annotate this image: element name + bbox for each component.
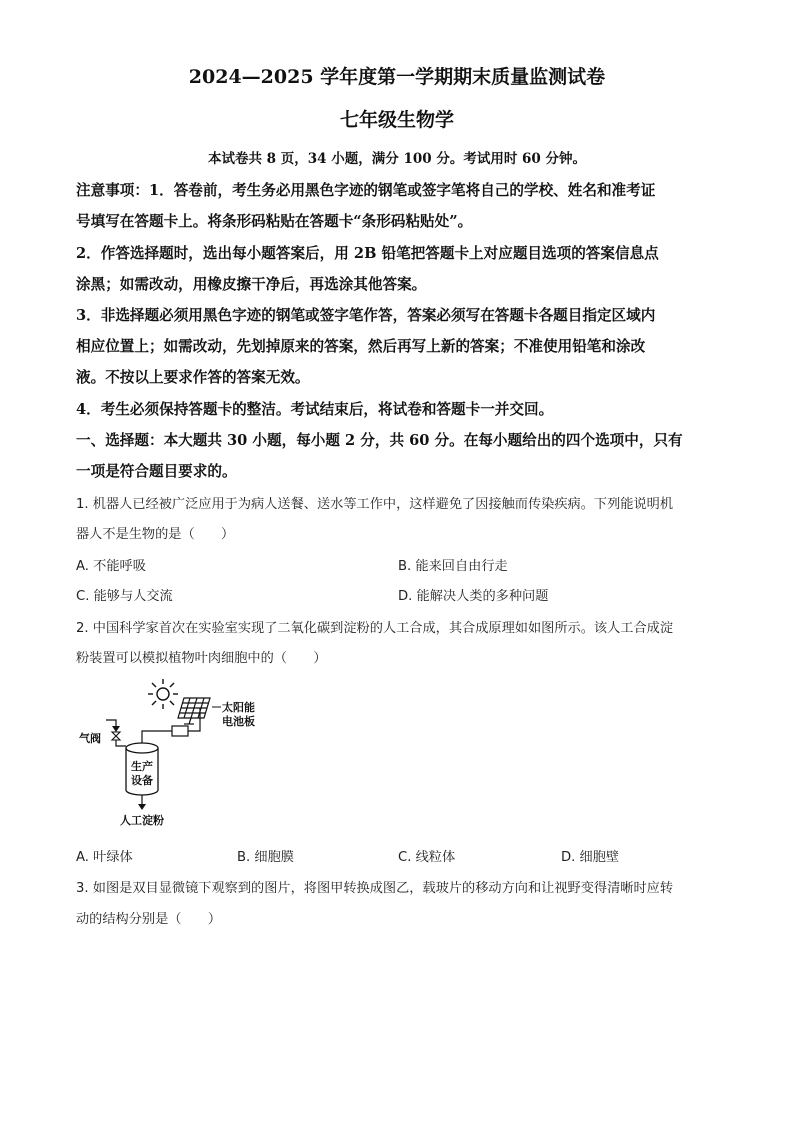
exam-info: 本试卷共 8 页，34 小题，满分 100 分。考试用时 60 分钟。 [207, 151, 587, 167]
question-2-text: 粉装置可以模拟植物叶肉细胞中的（ ） [76, 651, 327, 666]
battery-icon [172, 726, 188, 736]
wire [142, 731, 172, 744]
notes-line: 号填写在答题卡上。将条形码粘贴在答题卡“条形码粘贴处”。 [76, 213, 473, 230]
solar-panel-icon [178, 698, 210, 724]
question-1-text: 1. 机器人已经被广泛应用于为病人送餐、送水等工作中，这样避免了因接触而传染疾病。下列能说明机 [76, 497, 674, 512]
notes-line: 4．考生必须保持答题卡的整洁。考试结束后，将试卷和答题卡一并交回。 [76, 401, 554, 418]
valve-label: 气阀 [79, 732, 101, 745]
question-2-option-b: B. 细胞膜 [237, 850, 294, 865]
question-1-option-c: C. 能够与人交流 [76, 589, 173, 604]
question-1-option-a: A. 不能呼吸 [76, 559, 146, 574]
exam-subtitle: 七年级生物学 [339, 109, 454, 131]
gas-pipe [116, 740, 126, 746]
section-heading: 一、选择题：本大题共 30 小题，每小题 2 分，共 60 分。在每小题给出的四个选项中，只有 [76, 432, 683, 449]
flow-arrow [112, 726, 120, 732]
question-2-option-d: D. 细胞壁 [561, 850, 620, 865]
sun-icon [148, 679, 178, 709]
question-1-option-d: D. 能解决人类的多种问题 [398, 589, 549, 604]
device-label: 设备 [131, 774, 153, 787]
exam-title: 2024—2025 学年度第一学期期末质量监测试卷 [188, 66, 606, 88]
output-arrow [138, 804, 146, 810]
question-1-text: 器人不是生物的是（ ） [76, 527, 235, 542]
device-label: 生产 [131, 760, 153, 773]
notes-line: 液。不按以上要求作答的答案无效。 [76, 369, 310, 386]
question-3-text: 3. 如图是双目显微镜下观察到的图片，将图甲转换成图乙，载玻片的移动方向和让视野变得清晰时应转 [76, 881, 674, 896]
valve-icon [112, 732, 120, 740]
question-2-text: 2. 中国科学家首次在实验室实现了二氧化碳到淀粉的人工合成，其合成原理如如图所示。该人工合成淀 [76, 621, 674, 636]
solar-panel-label: 电池板 [222, 715, 255, 728]
notes-line: 3．非选择题必须用黑色字迹的钢笔或签字笔作答，答案必须写在答题卡各题目指定区域内 [76, 307, 656, 324]
notes-line: 相应位置上；如需改动，先划掉原来的答案，然后再写上新的答案；不准使用铅笔和涂改 [76, 338, 646, 355]
question-3-text: 动的结构分别是（ ） [76, 912, 222, 927]
question-2-option-a: A. 叶绿体 [76, 850, 133, 865]
starch-synthesis-diagram [76, 676, 286, 836]
output-label: 人工淀粉 [120, 814, 164, 827]
question-1-option-b: B. 能来回自由行走 [398, 559, 508, 574]
question-2-option-c: C. 线粒体 [398, 850, 456, 865]
solar-panel-label: 太阳能 [222, 701, 255, 714]
notes-line: 涂黑；如需改动，用橡皮擦干净后，再选涂其他答案。 [76, 276, 427, 293]
notes-line: 2．作答选择题时，选出每小题答案后，用 2B 铅笔把答题卡上对应题目选项的答案信息点 [76, 245, 659, 262]
notes-line: 注意事项：1．答卷前，考生务必用黑色字迹的钢笔或签字笔将自己的学校、姓名和准考证 [76, 182, 656, 199]
section-heading: 一项是符合题目要求的。 [76, 463, 237, 480]
